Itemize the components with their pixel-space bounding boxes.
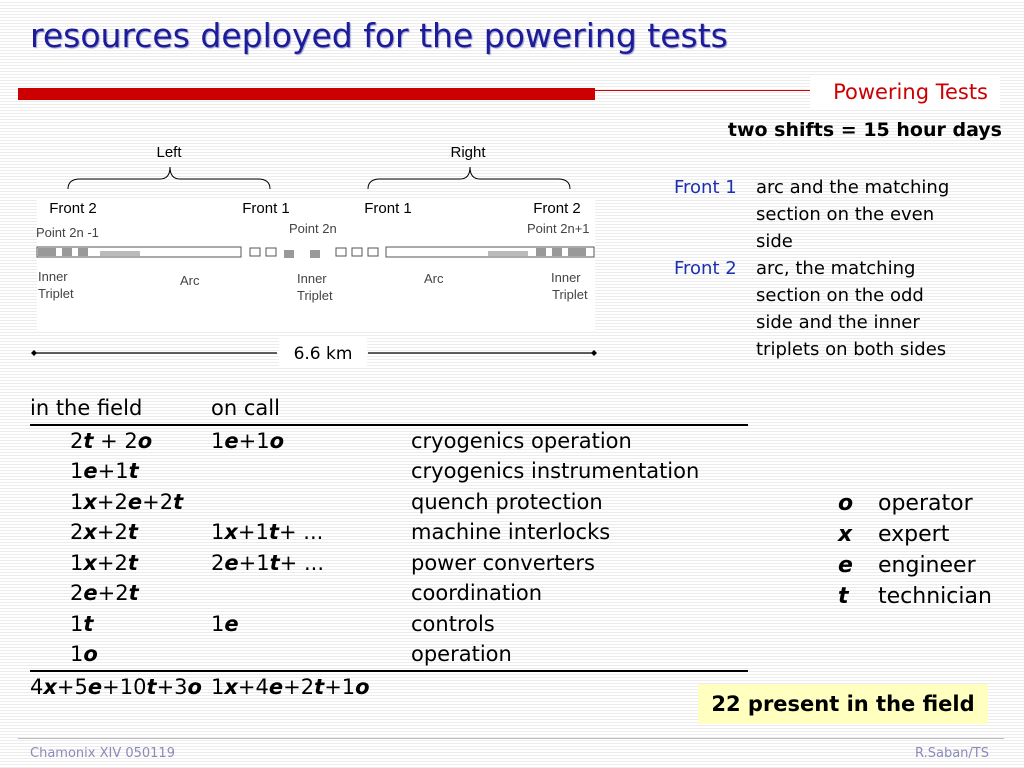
left-magnet <box>38 248 56 256</box>
inner-triplet-left-1: Inner <box>38 269 68 284</box>
footer-divider <box>18 738 1004 739</box>
front-def-key: Front 1 <box>674 177 737 198</box>
front-definitions <box>674 174 956 363</box>
front-def-desc: arc, the matching section on the odd side and the inner triplets on both sides <box>756 258 947 360</box>
ip-magnet <box>266 248 276 256</box>
table-totals-row <box>30 672 748 703</box>
row-task: quench protection <box>411 489 603 514</box>
slide-title: resources deployed for the powering tests <box>30 16 728 55</box>
left-magnet <box>62 248 72 256</box>
table-row <box>30 609 748 640</box>
row-in-field: 2x+2t <box>70 520 138 544</box>
point-label-2: Point 2n <box>289 221 337 236</box>
arc-label-left: Arc <box>180 273 200 288</box>
row-task: cryogenics operation <box>411 428 632 453</box>
point-label-1: Point 2n -1 <box>36 225 99 240</box>
total-in-field: 4x+5e+10t+3o <box>30 674 202 699</box>
inner-triplet-left-2: Triplet <box>38 286 74 301</box>
front-def-desc: arc and the matching section on the even side <box>756 177 950 252</box>
arc-label-right: Arc <box>424 271 444 286</box>
legend-symbol: t <box>838 584 849 609</box>
row-task: operation <box>411 642 512 666</box>
table-row <box>30 456 748 487</box>
inner-triplet-mid-1: Inner <box>297 271 327 286</box>
ip-magnet <box>336 248 346 256</box>
row-task: machine interlocks <box>411 520 611 544</box>
row-on-call: 2e+1t+ ... <box>211 550 325 575</box>
table-row <box>30 548 748 579</box>
row-in-field: 1o <box>70 642 98 666</box>
row-task: power converters <box>411 550 595 575</box>
right-magnet <box>488 251 528 256</box>
footer-left: Chamonix XIV 050119 <box>30 746 175 761</box>
inner-triplet-right-2: Triplet <box>552 287 588 302</box>
header-on-call: on call <box>211 396 280 420</box>
legend-item <box>838 488 992 519</box>
table-row <box>30 578 748 609</box>
resources-table <box>30 393 748 702</box>
total-on-call: 1x+4e+2t+1o <box>211 674 370 699</box>
legend-label: engineer <box>878 553 976 578</box>
legend-symbol: e <box>838 553 853 578</box>
row-on-call: 1e <box>211 611 239 636</box>
right-magnet <box>568 248 586 256</box>
front-label-4: Front 2 <box>533 200 581 217</box>
front-def-key: Front 2 <box>674 258 737 279</box>
row-in-field: 1x+2e+2t <box>70 489 184 514</box>
row-task: cryogenics instrumentation <box>411 459 700 483</box>
table-row <box>30 639 748 672</box>
row-task: coordination <box>411 581 543 605</box>
legend-item <box>838 519 992 550</box>
legend-symbol: o <box>838 491 854 516</box>
ip-magnet <box>368 248 378 256</box>
role-legend <box>838 488 992 612</box>
table-row <box>30 487 748 518</box>
row-on-call: 1x+1t+ ... <box>211 520 324 544</box>
row-in-field: 1t <box>70 611 94 636</box>
table-row <box>30 517 748 548</box>
distance-label: 6.6 km <box>293 344 353 364</box>
title-underline-thin <box>595 90 811 91</box>
ip-magnet <box>352 248 362 256</box>
left-magnet <box>78 248 88 256</box>
right-magnet <box>552 248 562 256</box>
left-label: Left <box>156 144 182 161</box>
row-in-field: 2e+2t <box>70 581 139 605</box>
front-label-1: Front 2 <box>49 200 97 217</box>
front-def-2 <box>674 255 956 363</box>
point-label-3: Point 2n+1 <box>527 221 590 236</box>
inner-triplet-right-1: Inner <box>551 270 581 285</box>
front-label-2: Front 1 <box>242 200 290 217</box>
ip-magnet <box>250 248 260 256</box>
table-row <box>30 426 748 457</box>
section-subtitle: Powering Tests <box>810 76 1000 110</box>
legend-label: expert <box>878 522 950 547</box>
left-brace <box>68 167 270 189</box>
shifts-note: two shifts = 15 hour days <box>727 119 1002 141</box>
row-in-field: 1x+2t <box>70 550 138 575</box>
right-magnet <box>536 248 546 256</box>
legend-symbol: x <box>838 522 853 547</box>
legend-item <box>838 550 992 581</box>
present-summary-box: 22 present in the field <box>698 684 988 724</box>
legend-label: operator <box>878 491 973 516</box>
header-in-the-field: in the field <box>30 396 143 420</box>
legend-label: technician <box>878 584 992 609</box>
ip-magnet <box>284 250 294 258</box>
row-task: controls <box>411 611 495 636</box>
legend-item <box>838 581 992 612</box>
table-header <box>30 393 748 426</box>
left-magnet <box>100 251 140 256</box>
lhc-sector-diagram <box>0 135 620 375</box>
ip-magnet <box>310 250 320 258</box>
front-label-3: Front 1 <box>364 200 412 217</box>
front-def-1 <box>674 174 956 255</box>
right-brace <box>368 167 570 189</box>
inner-triplet-mid-2: Triplet <box>297 288 333 303</box>
footer-right: R.Saban/TS <box>915 746 989 761</box>
row-in-field: 1e+1t <box>70 459 139 483</box>
row-in-field: 2t + 2o <box>70 428 153 453</box>
diagram-background <box>37 199 595 331</box>
row-on-call: 1e+1o <box>211 428 285 453</box>
right-label: Right <box>450 144 486 161</box>
title-underline-bar <box>18 88 595 100</box>
distance-end-left <box>31 350 37 356</box>
distance-end-right <box>591 350 597 356</box>
